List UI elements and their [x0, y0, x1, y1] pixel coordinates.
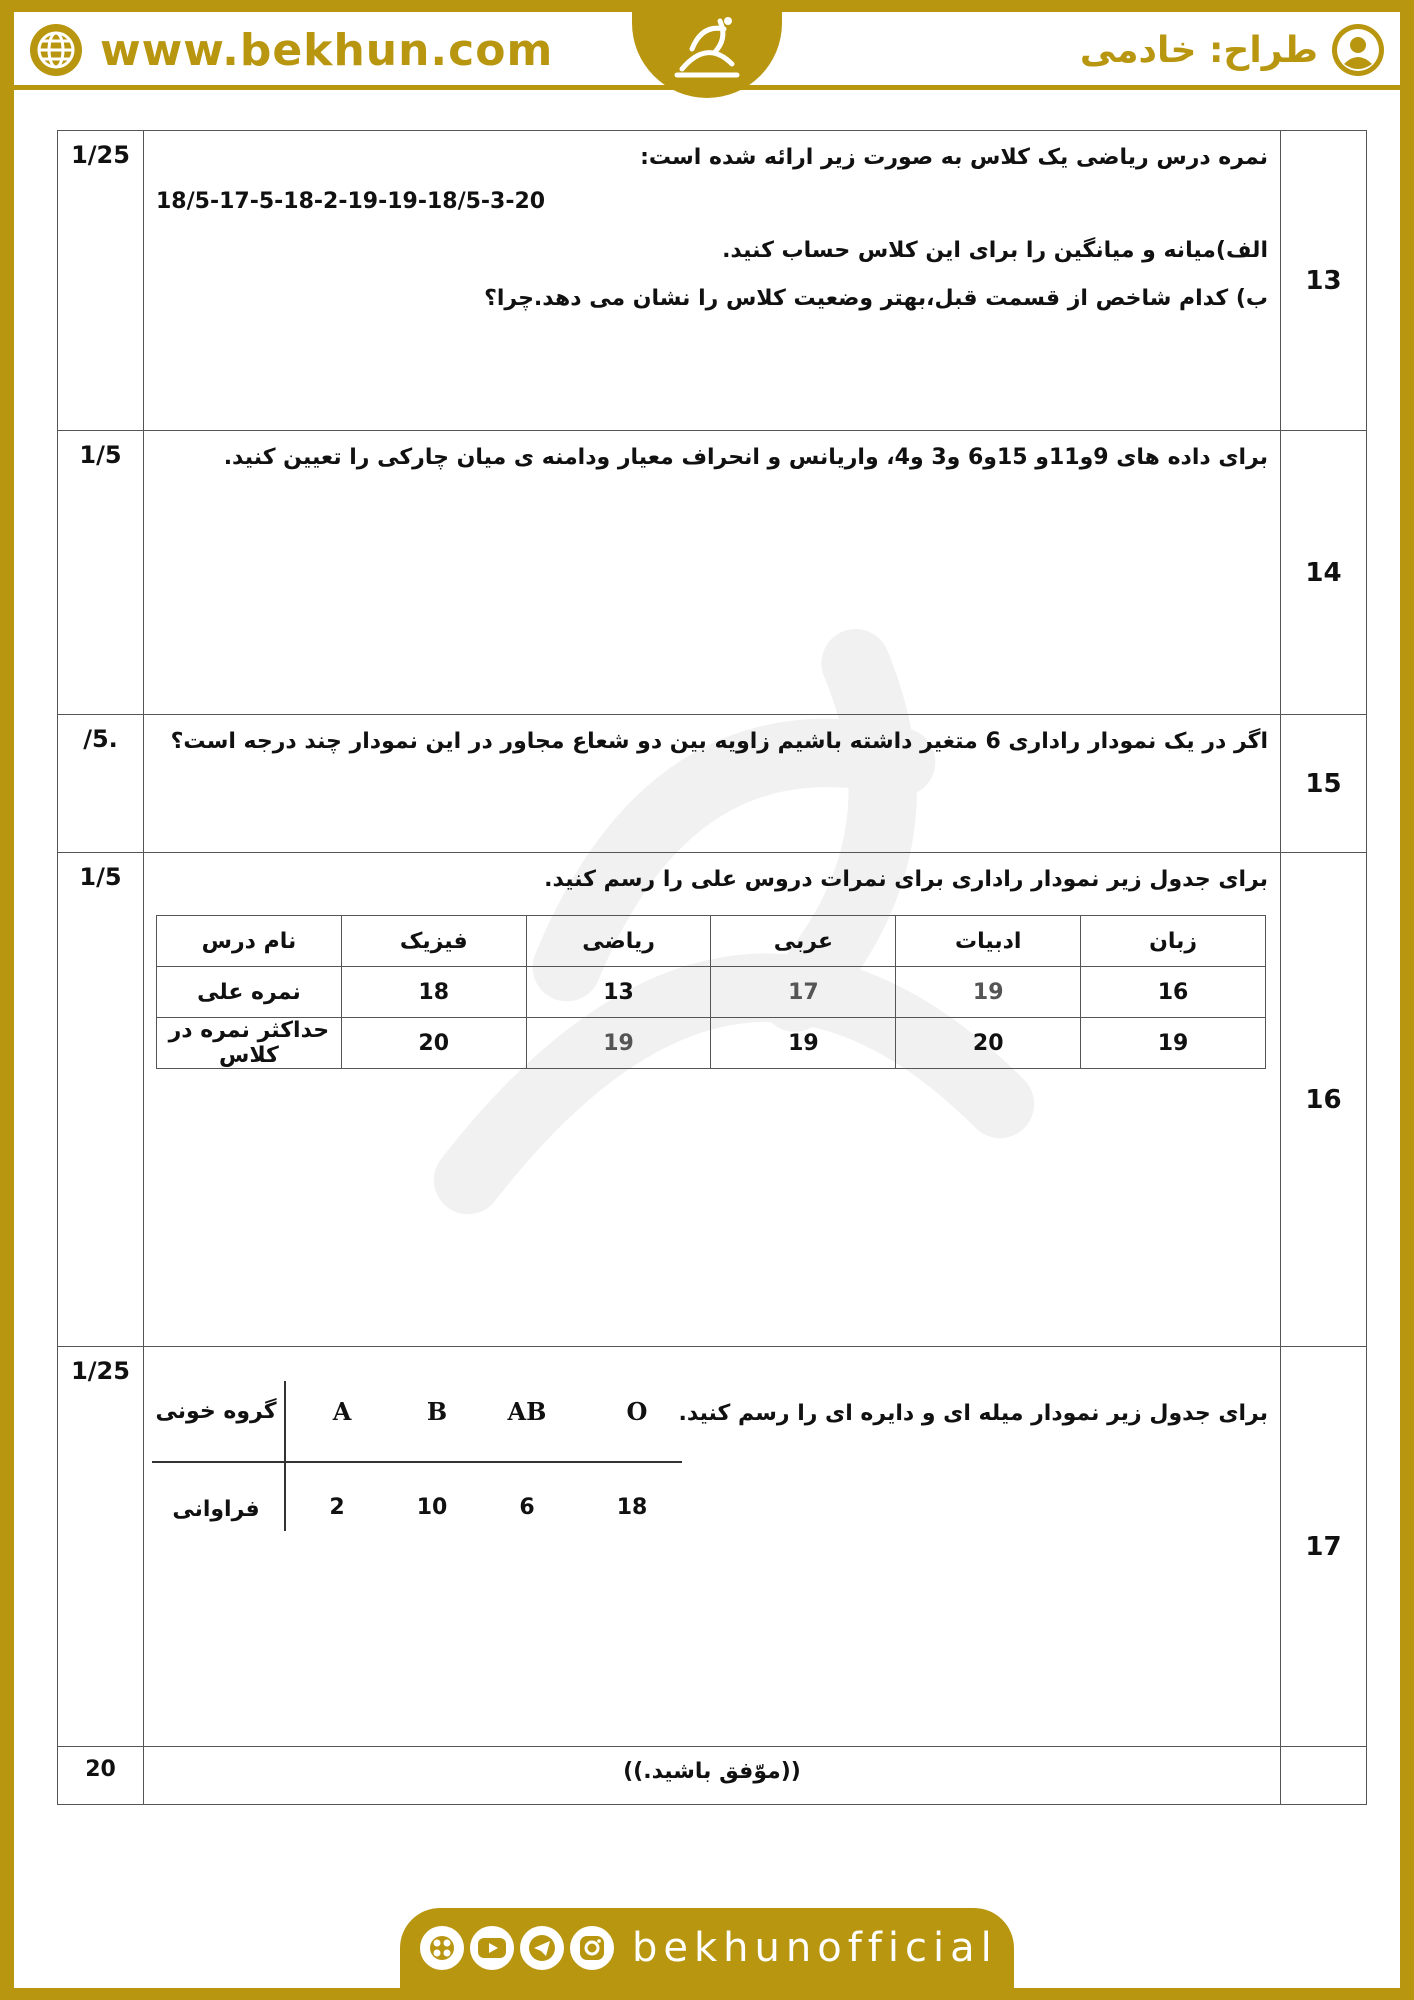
question-score: 1/5: [58, 431, 144, 715]
blood-group-table: [152, 1381, 682, 1531]
question-row: [58, 1347, 1367, 1747]
question-number: 16: [1281, 853, 1367, 1347]
grades-table: [156, 915, 1266, 1069]
question-content: [144, 853, 1281, 1347]
blood-group-b: B: [426, 1397, 448, 1426]
closing-text: ((موّفق باشید.)): [623, 1759, 801, 1784]
instagram-icon[interactable]: [570, 1926, 614, 1970]
exam-page: [14, 12, 1400, 1988]
question-score: 1/25: [58, 131, 144, 431]
footer-bar: [400, 1908, 1014, 1988]
grade-cell: 19: [526, 1018, 711, 1069]
question-score: 1/5: [58, 853, 144, 1347]
question-text: برای جدول زیر نمودار راداری برای نمرات دروس علی را رسم کنید.: [544, 867, 1268, 892]
frequency-cell: 2: [329, 1495, 345, 1520]
youtube-icon[interactable]: [470, 1926, 514, 1970]
blood-group-a: A: [332, 1397, 352, 1426]
grade-cell: 20: [341, 1018, 526, 1069]
designer-info: [1080, 22, 1386, 78]
closing-content: [144, 1747, 1281, 1805]
question-part-b: ب) کدام شاخص از قسمت قبل،بهتر وضعیت کلاس را نشان می دهد.چرا؟: [484, 286, 1268, 311]
bekhun-logo: [662, 12, 752, 89]
blood-group-ab: AB: [507, 1397, 547, 1426]
grades-row: [157, 1018, 1266, 1069]
website-link[interactable]: [28, 22, 553, 78]
grades-header-label: نام درس: [157, 916, 342, 967]
frequency-cell: 10: [416, 1495, 448, 1520]
question-row: [58, 431, 1367, 715]
question-row: [58, 131, 1367, 431]
question-text: نمره درس ریاضی یک کلاس به صورت زیر ارائه شده است:: [640, 145, 1268, 170]
total-score: 20: [58, 1747, 144, 1805]
subject-physics: فیزیک: [341, 916, 526, 967]
question-score: /5.: [58, 715, 144, 853]
grades-row: [157, 967, 1266, 1018]
question-content: [144, 715, 1281, 853]
grade-cell: 17: [711, 967, 896, 1018]
question-number: 17: [1281, 1347, 1367, 1747]
question-row: [58, 853, 1367, 1347]
logo-badge: [632, 12, 782, 98]
header: [14, 12, 1400, 90]
question-content: [144, 131, 1281, 431]
frequency-cell: 6: [519, 1495, 535, 1520]
grade-cell: 19: [896, 967, 1081, 1018]
question-text: برای جدول زیر نمودار میله ای و دایره ای را رسم کنید.: [678, 1401, 1268, 1426]
closing-row: [58, 1747, 1367, 1805]
globe-icon: [28, 22, 84, 78]
table-divider: [152, 1461, 682, 1463]
grades-row-label: حداکثر نمره در کلاس: [157, 1018, 342, 1069]
question-number: 13: [1281, 131, 1367, 431]
designer-text: طراح: خادمی: [1079, 29, 1318, 71]
question-text: برای داده های 9و11و 15و6 و3 و4، واریانس و انحراف معیار ودامنه ی میان چارکی را تعیین کنید.: [223, 445, 1268, 470]
closing-number-cell: [1281, 1747, 1367, 1805]
subject-language: زبان: [1081, 916, 1266, 967]
grade-cell: 13: [526, 967, 711, 1018]
question-score: 1/25: [58, 1347, 144, 1747]
exam-table: [57, 130, 1367, 1805]
website-text: www.bekhun.com: [100, 24, 554, 76]
grades-header-row: [157, 916, 1266, 967]
footer-handle[interactable]: bekhunofficial: [632, 1925, 998, 1971]
data-series: 18/5-17-5-18-2-19-19-18/5-3-20: [156, 189, 546, 214]
grade-cell: 20: [896, 1018, 1081, 1069]
table-divider: [284, 1381, 286, 1531]
question-number: 14: [1281, 431, 1367, 715]
subject-math: ریاضی: [526, 916, 711, 967]
question-content: [144, 1347, 1281, 1747]
frequency-cell: 18: [616, 1495, 648, 1520]
question-row: [58, 715, 1367, 853]
grade-cell: 19: [711, 1018, 896, 1069]
grade-cell: 18: [341, 967, 526, 1018]
grade-cell: 19: [1081, 1018, 1266, 1069]
blood-group-o: O: [626, 1397, 648, 1426]
grade-cell: 16: [1081, 967, 1266, 1018]
grades-row-label: نمره علی: [157, 967, 342, 1018]
subject-arabic: عربی: [711, 916, 896, 967]
subject-literature: ادبیات: [896, 916, 1081, 967]
person-icon: [1330, 22, 1386, 78]
aparat-icon[interactable]: [420, 1926, 464, 1970]
question-number: 15: [1281, 715, 1367, 853]
social-icons: [420, 1926, 614, 1970]
question-text: اگر در یک نمودار راداری 6 متغیر داشته باشیم زاویه بین دو شعاع مجاور در این نمودار چند درجه است؟: [170, 729, 1268, 754]
telegram-icon[interactable]: [520, 1926, 564, 1970]
frequency-row-label: فراوانی: [172, 1497, 260, 1522]
question-part-a: الف)میانه و میانگین را برای این کلاس حساب کنید.: [722, 238, 1268, 263]
blood-row-label: گروه خونی: [155, 1399, 277, 1424]
question-content: [144, 431, 1281, 715]
